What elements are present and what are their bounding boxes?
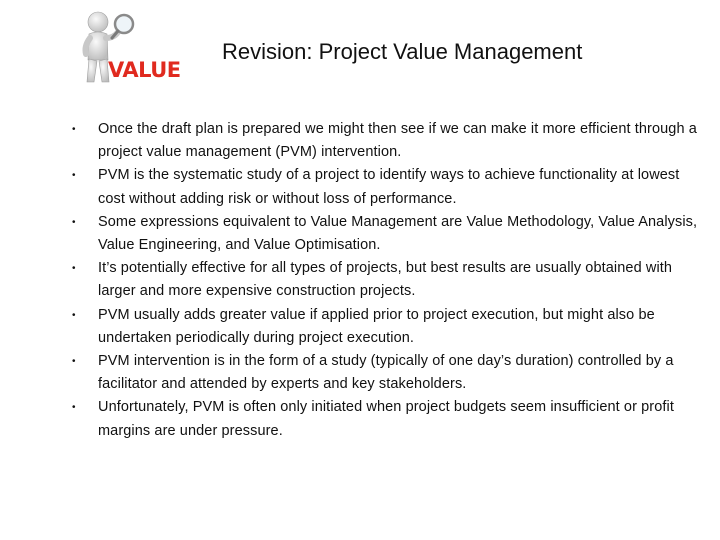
list-item-text: It’s potentially effective for all types of projects, but best results are usually obtained with larger and more expensive construction projects. (98, 260, 673, 300)
list-item (72, 164, 698, 210)
bullet-icon: • (72, 356, 76, 368)
logo-wordmark: VALUE (108, 58, 181, 82)
list-item (72, 211, 698, 257)
list-item (72, 396, 698, 442)
bullet-icon: • (72, 124, 76, 135)
list-item (72, 118, 698, 164)
list-item-text: PVM usually adds greater value if applied prior to project execution, but might also be undertaken periodically during project execution. (98, 306, 655, 346)
bullet-list (72, 118, 698, 443)
list-item (72, 257, 698, 303)
list-item-text: Some expressions equivalent to Value Management are Value Methodology, Value Analysis, Value Engineering, and Value Optimisation. (98, 213, 698, 254)
bullet-icon: • (72, 402, 76, 414)
page-title: Revision: Project Value Management (222, 39, 583, 64)
list-item-text: PVM is the systematic study of a project to identify ways to achieve functionality at lowest cost without adding risk or without loss of performance. (98, 167, 680, 207)
list-item (72, 304, 698, 350)
value-logo (68, 8, 180, 84)
list-item-text: Unfortunately, PVM is often only initiated when project budgets seem insufficient or profit margins are under pressure. (98, 399, 674, 439)
bullet-icon: • (72, 170, 76, 182)
bullet-icon: • (72, 309, 76, 321)
bullet-icon: • (72, 263, 76, 275)
bullet-icon: • (72, 216, 76, 228)
list-item-text: PVM intervention is in the form of a study (typically of one day’s duration) controlled by a facilitator and attended by experts and key stakeholders. (98, 353, 674, 393)
list-item (72, 350, 698, 396)
list-item-text: Once the draft plan is prepared we might then see if we can make it more efficient through a project value management (PVM) intervention. (98, 121, 697, 161)
